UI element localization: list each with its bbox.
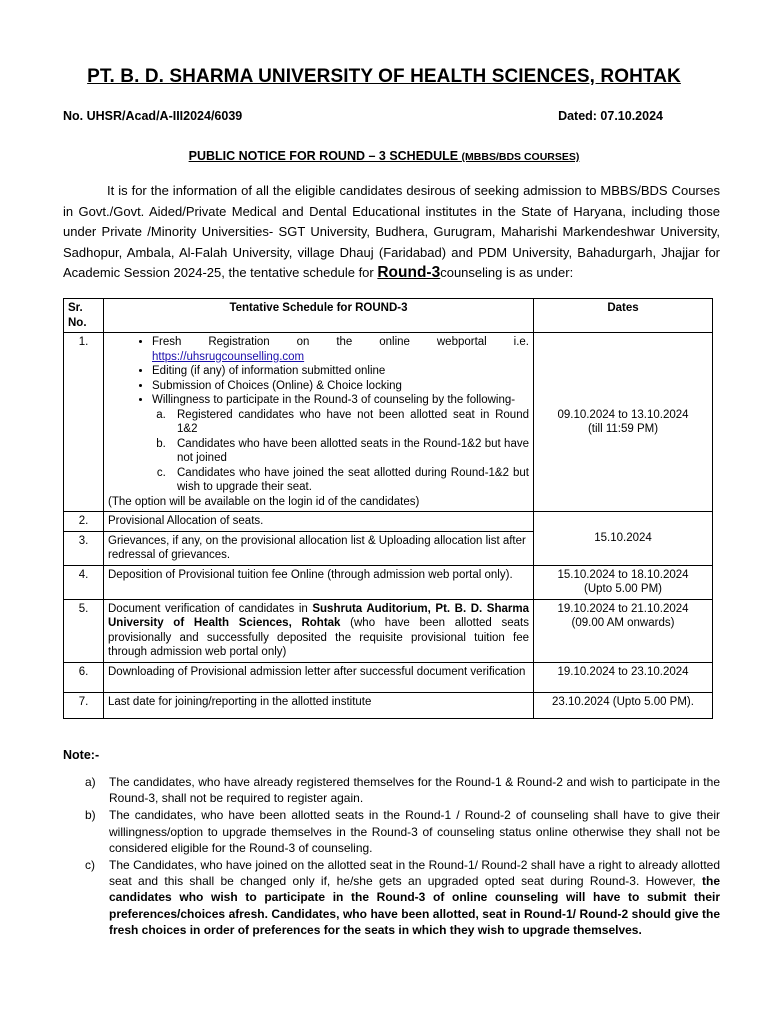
row-sr: 5. xyxy=(64,599,104,662)
venue: Sushruta Auditorium, Pt. B. D. Sharma University of Health Sciences, Rohtak xyxy=(108,602,529,629)
row-sr: 3. xyxy=(64,531,104,565)
notice-title xyxy=(0,149,768,163)
webportal-link[interactable]: https://uhsrugcounselling.com xyxy=(152,350,305,363)
list-item: • Fresh Registration on the online webportal i.e. https://uhsrugcounselling.com xyxy=(152,335,529,364)
date-note: (Upto 5.00 PM) xyxy=(584,583,662,595)
row-schedule: Document verification of candidates in Sushruta Auditorium, Pt. B. D. Sharma University of Health Sciences, Rohtak (who have been allotted seats provisionally and successfully deposited the requisite provisional tuition fee through admission web portal only) xyxy=(104,599,534,662)
note-heading: Note:- xyxy=(63,748,100,762)
table-row xyxy=(64,692,713,718)
schedule-table xyxy=(63,298,713,719)
row-sr: 4. xyxy=(64,565,104,599)
intro-round: Round-3 xyxy=(377,264,441,281)
row-sr: 1. xyxy=(64,333,104,512)
header-schedule: Tentative Schedule for ROUND-3 xyxy=(104,299,534,333)
row-schedule: Grievances, if any, on the provisional allocation list & Uploading allocation list after redressal of grievances. xyxy=(104,531,534,565)
date-range: 09.10.2024 to 13.10.2024 xyxy=(557,408,689,421)
row-schedule: Downloading of Provisional admission letter after successful document verification xyxy=(104,662,534,692)
notes-list xyxy=(63,774,720,939)
table-row xyxy=(64,599,713,662)
row-schedule: Provisional Allocation of seats. xyxy=(104,512,534,532)
header-sr-no: Sr. No. xyxy=(64,299,104,333)
table-row xyxy=(64,565,713,599)
reference-number: No. UHSR/Acad/A-III2024/6039 xyxy=(63,109,243,123)
date-note: (till 11:59 PM) xyxy=(587,423,659,435)
intro-text: It is for the information of all the eligible candidates desirous of seeking admission to MBBS/BDS Courses in Govt./Govt. Aided/Private Medical and Dental Educational institutes in the State of Haryana, including those under Private /Minority Universities- SGT University, Budhera, Gurugram, Maharishi Markendeshwar University, Sadhopur, Ambala, Al-Falah University, village Dhauj (Faridabad) and PDM University, Bahadurgarh, Jhajjar for Academic Session 2024-25, the tentative schedule for xyxy=(63,183,720,280)
intro-paragraph xyxy=(63,181,720,284)
list-item: a) The candidates, who have already registered themselves for the Round-1 & Round-2 and wish to participate in the Round-3, shall not be required to register again. xyxy=(85,775,720,806)
row-sr: 6. xyxy=(64,662,104,692)
row-sr: 7. xyxy=(64,692,104,718)
row-sr: 2. xyxy=(64,512,104,532)
login-note: (The option will be available on the login id of the candidates) xyxy=(108,495,420,508)
row-schedule: Deposition of Provisional tuition fee Online (through admission web portal only). xyxy=(104,565,534,599)
intro-text-end: counseling is as under: xyxy=(440,265,574,280)
list-item: c) The Candidates, who have joined on the allotted seat in the Round-1/ Round-2 shall have a right to already allotted seat and this shall be changed only if, he/she gets an upgraded opted seat during Round-3. However, the candidates who wish to participate in the Round-3 of online counseling will have to submit their preferences/choices afresh. Candidates, who have been allotted, seat in Round-1/ Round-2 should give the fresh choices in order of preferences for the seats in which they wish to upgrade themselves. xyxy=(85,858,720,937)
date-note: (09.00 AM onwards) xyxy=(571,617,675,629)
header-dates: Dates xyxy=(534,299,713,333)
row-schedule: Last date for joining/reporting in the allotted institute xyxy=(104,692,534,718)
row-dates xyxy=(534,333,713,512)
list-item: • Submission of Choices (Online) & Choice locking xyxy=(152,379,529,394)
reference-line xyxy=(63,109,663,123)
table-header-row xyxy=(64,299,713,333)
notice-title-courses: (MBBS/BDS COURSES) xyxy=(461,151,580,163)
row-dates: 15.10.2024 xyxy=(534,512,713,566)
row-dates xyxy=(534,565,713,599)
list-item: • Willingness to participate in the Round-3 of counseling by the following- xyxy=(152,393,529,408)
row-dates: 23.10.2024 (Upto 5.00 PM). xyxy=(534,692,713,718)
table-row xyxy=(64,662,713,692)
row-dates xyxy=(534,599,713,662)
notice-title-main: PUBLIC NOTICE FOR ROUND – 3 SCHEDULE xyxy=(188,149,462,163)
list-item: a. Registered candidates who have not been allotted seat in Round 1&2 xyxy=(169,408,529,437)
list-item: b. Candidates who have been allotted seats in the Round-1&2 but have not joined xyxy=(169,437,529,466)
university-title: PT. B. D. SHARMA UNIVERSITY OF HEALTH SCIENCES, ROHTAK xyxy=(87,66,681,87)
row-dates: 19.10.2024 to 23.10.2024 xyxy=(534,662,713,692)
list-item: c. Candidates who have joined the seat allotted during Round-1&2 but wish to upgrade their seat. xyxy=(169,466,529,495)
willingness-sublist xyxy=(108,408,529,495)
list-item: b) The candidates, who have been allotted seats in the Round-1 / Round-2 of counseling shall have to give their willingness/option to upgrade themselves in the Round-3 of counseling status online otherwise they shall not be considered eligible for the Round-3 of counseling. xyxy=(85,808,720,855)
notice-date: Dated: 07.10.2024 xyxy=(558,109,663,123)
table-row xyxy=(64,333,713,512)
list-item: • Editing (if any) of information submitted online xyxy=(152,364,529,379)
schedule-bullet-list xyxy=(108,335,529,408)
table-row xyxy=(64,512,713,532)
date-range: 15.10.2024 to 18.10.2024 xyxy=(557,568,689,581)
row-schedule xyxy=(104,333,534,512)
date-range: 19.10.2024 to 21.10.2024 xyxy=(557,602,689,615)
